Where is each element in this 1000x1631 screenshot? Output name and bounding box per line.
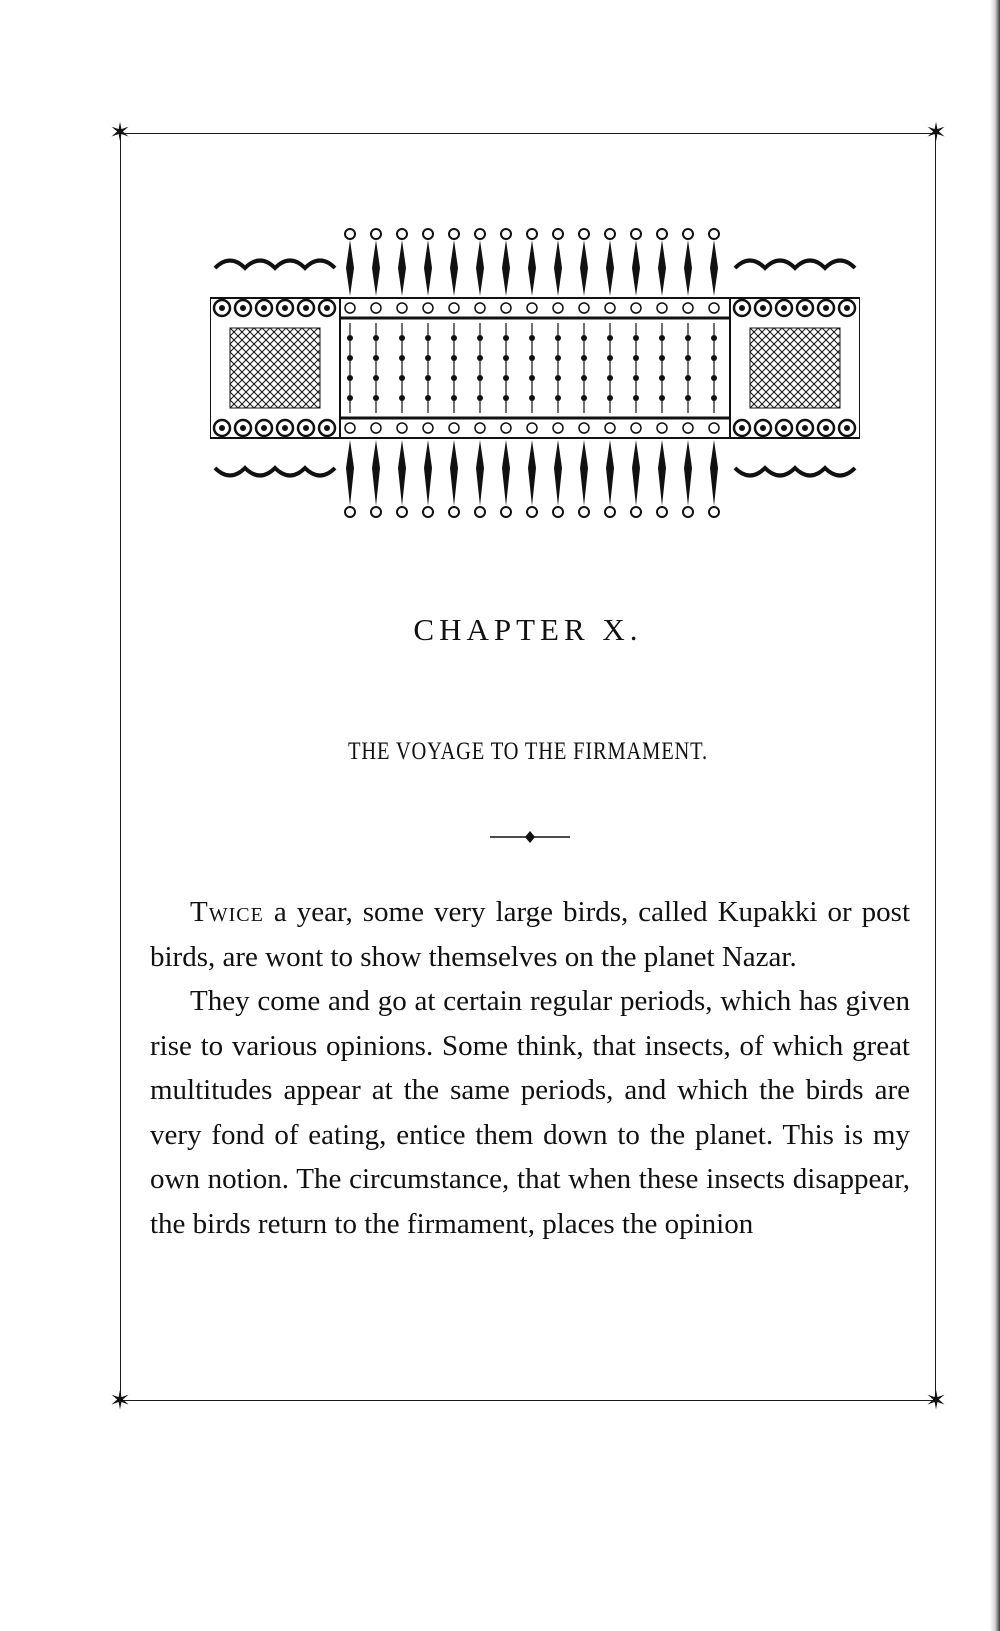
- paragraph-text: They come and go at certain regular periods, which has given rise to various opinions. Some think, that insects, of which great multitudes appear at the same periods, and which the birds are very fond of eating, entice them down to the planet. This is my own notion. The circumstance, that when these insects disappear, the birds return to the firmament, places the opinion: [150, 985, 910, 1240]
- chapter-heading: CHAPTER X.: [413, 612, 643, 647]
- paragraph-text: a year, some very large birds, called Kupakki or post birds, are wont to show themselves on the planet Nazar.: [150, 896, 910, 973]
- chapter-subtitle: THE VOYAGE TO THE FIRMAMENT.: [348, 738, 708, 765]
- paragraph-lead: Twice: [190, 896, 264, 928]
- ornament-right-block: [730, 261, 860, 476]
- star-corner-icon: ✶: [925, 1386, 947, 1415]
- star-corner-icon: ✶: [925, 118, 947, 147]
- decorative-headpiece: [210, 228, 860, 518]
- paragraph: [150, 979, 910, 1246]
- ornament-center-band: [340, 298, 730, 438]
- ornament-top-pendants: [345, 229, 719, 296]
- paragraph: [150, 890, 910, 979]
- star-corner-icon: ✶: [109, 1386, 131, 1415]
- ornament-left-block: [210, 261, 340, 476]
- page-edge-shadow: [990, 0, 1000, 1631]
- ornament-bottom-pendants: [345, 440, 719, 517]
- star-corner-icon: ✶: [109, 118, 131, 147]
- body-text: [150, 890, 910, 1246]
- diamond-rule-icon: [490, 830, 570, 844]
